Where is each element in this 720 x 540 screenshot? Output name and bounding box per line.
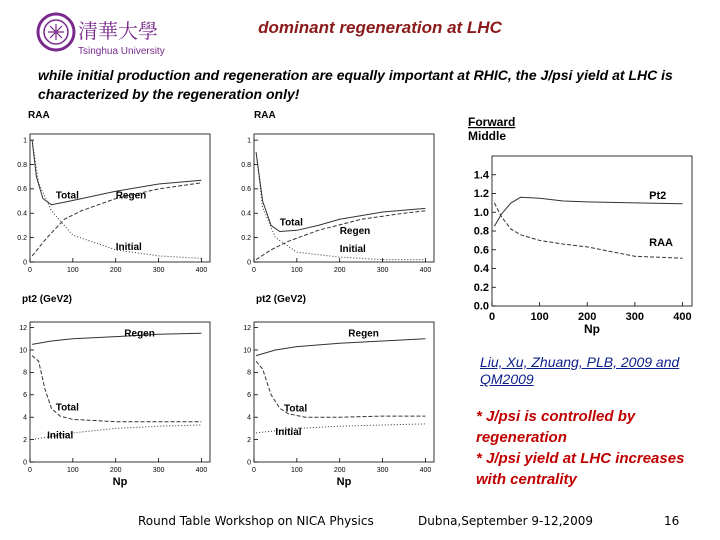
raa-forward-plot — [8, 106, 218, 286]
series-line-regen — [32, 333, 201, 344]
series-label-pt2: Pt2 — [649, 190, 667, 203]
x-tick-label: 300 — [376, 267, 389, 274]
y-tick-label: 12 — [243, 324, 251, 332]
x-tick-label: 400 — [419, 267, 432, 274]
y-tick-label: 0.2 — [241, 234, 251, 242]
series-label-total: Total — [279, 217, 303, 229]
series-label-regen: Regen — [124, 328, 155, 340]
series-label-initial: Initial — [275, 427, 302, 439]
y-tick-label: 4 — [23, 414, 27, 422]
y-tick-label: 0 — [23, 459, 27, 467]
y-tick-label: 1.0 — [473, 206, 489, 219]
series-label-initial: Initial — [47, 430, 74, 442]
y-tick-label: 10 — [243, 347, 251, 355]
y-tick-label: 1.4 — [473, 169, 489, 182]
series-label-total: Total — [55, 402, 79, 414]
conclusion-item: * J/psi yield at LHC increases with centrality — [476, 450, 685, 488]
x-tick-label: 200 — [109, 267, 122, 274]
y-tick-label: 0.6 — [17, 186, 27, 194]
y-tick-label: 0.4 — [473, 263, 489, 276]
legend-title: Middle — [468, 129, 506, 143]
series-label-total: Total — [55, 190, 79, 202]
series-label-regen: Regen — [348, 328, 379, 340]
legend-title: Forward — [468, 115, 516, 129]
series-label-raa: RAA — [649, 237, 673, 249]
y-tick-label: 0.8 — [17, 161, 27, 169]
y-tick-label: 0.2 — [17, 234, 27, 242]
y-tick-label: 0.4 — [241, 210, 251, 218]
x-tick-label: 200 — [109, 467, 122, 474]
logo-chinese-text: 清華大學 — [78, 19, 158, 43]
pt2-middle-plot — [232, 288, 442, 488]
y-tick-label: 4 — [247, 414, 251, 422]
slide-title: dominant regeneration at LHC — [258, 18, 502, 37]
pt2-forward-plot — [8, 288, 218, 488]
x-tick-label: 0 — [252, 467, 256, 474]
series-line-total — [256, 361, 425, 417]
plot-frame — [492, 156, 692, 306]
series-label-regen: Regen — [115, 190, 147, 202]
y-tick-label: 0.8 — [473, 225, 489, 238]
y-tick-label: 0.4 — [17, 210, 27, 218]
x-tick-label: 200 — [333, 467, 346, 474]
x-tick-label: 100 — [67, 267, 79, 274]
footer-page-number: 16 — [664, 514, 680, 528]
x-tick-label: 400 — [195, 267, 208, 274]
x-tick-label: 0 — [28, 467, 32, 474]
y-tick-label: 12 — [19, 324, 27, 332]
reference-citation[interactable]: Liu, Xu, Zhuang, PLB, 2009 and QM2009 — [480, 354, 680, 387]
ratio-plot — [456, 112, 706, 352]
x-tick-label: 100 — [291, 267, 303, 274]
x-axis-label: Np — [112, 476, 128, 488]
y-tick-label: 0.6 — [241, 186, 251, 194]
y-tick-label: 6 — [23, 392, 27, 400]
y-tick-label: 1 — [247, 137, 251, 145]
series-label-initial: Initial — [115, 241, 142, 253]
x-tick-label: 300 — [625, 311, 645, 323]
conclusion-item: * J/psi is controlled by regeneration — [476, 408, 636, 446]
y-axis-label: pt2 (GeV2) — [22, 294, 73, 305]
footer-workshop: Round Table Workshop on NICA Physics — [138, 514, 374, 528]
y-tick-label: 6 — [247, 392, 251, 400]
x-tick-label: 400 — [419, 467, 432, 474]
x-tick-label: 200 — [333, 267, 346, 274]
y-tick-label: 0 — [23, 259, 27, 267]
x-axis-label: Np — [336, 476, 352, 488]
raa-middle-plot — [232, 106, 442, 286]
conclusions-list — [476, 406, 706, 490]
x-tick-label: 400 — [195, 467, 208, 474]
y-tick-label: 10 — [19, 347, 27, 355]
logo-english-text: Tsinghua University — [78, 46, 165, 57]
y-tick-label: 8 — [247, 369, 251, 377]
y-tick-label: 2 — [247, 436, 251, 444]
x-tick-label: 0 — [488, 311, 496, 323]
x-tick-label: 100 — [291, 467, 303, 474]
series-label-regen: Regen — [339, 225, 371, 237]
y-tick-label: 1.2 — [473, 188, 489, 201]
x-tick-label: 100 — [67, 467, 79, 474]
y-tick-label: 0 — [247, 259, 251, 267]
x-tick-label: 0 — [28, 267, 32, 274]
y-tick-label: 0.2 — [473, 281, 489, 294]
y-tick-label: 8 — [23, 369, 27, 377]
series-label-total: Total — [284, 403, 308, 415]
y-tick-label: 0.6 — [473, 244, 489, 257]
y-tick-label: 0.0 — [473, 300, 489, 313]
x-tick-label: 400 — [673, 311, 692, 323]
series-line-regen — [256, 339, 425, 356]
x-tick-label: 300 — [152, 467, 165, 474]
footer-date: Dubna,September 9-12,2009 — [418, 514, 593, 528]
y-axis-label: RAA — [254, 110, 276, 121]
y-tick-label: 0.8 — [241, 161, 251, 169]
x-tick-label: 100 — [530, 311, 549, 323]
y-tick-label: 1 — [23, 137, 27, 145]
x-tick-label: 200 — [578, 311, 597, 323]
y-tick-label: 2 — [23, 436, 27, 444]
x-tick-label: 0 — [252, 267, 256, 274]
x-tick-label: 300 — [152, 267, 165, 274]
x-tick-label: 300 — [376, 467, 389, 474]
x-axis-label: Np — [584, 322, 600, 336]
y-axis-label: pt2 (GeV2) — [256, 294, 307, 305]
y-axis-label: RAA — [28, 110, 50, 121]
plot-frame — [254, 134, 434, 262]
series-line-raa — [494, 203, 682, 258]
intro-text: while initial production and regeneration are equally important at RHIC, the J/psi yield at LHC is characterized by the regeneration only! — [38, 67, 673, 102]
series-label-initial: Initial — [339, 244, 366, 256]
y-tick-label: 0 — [247, 459, 251, 467]
